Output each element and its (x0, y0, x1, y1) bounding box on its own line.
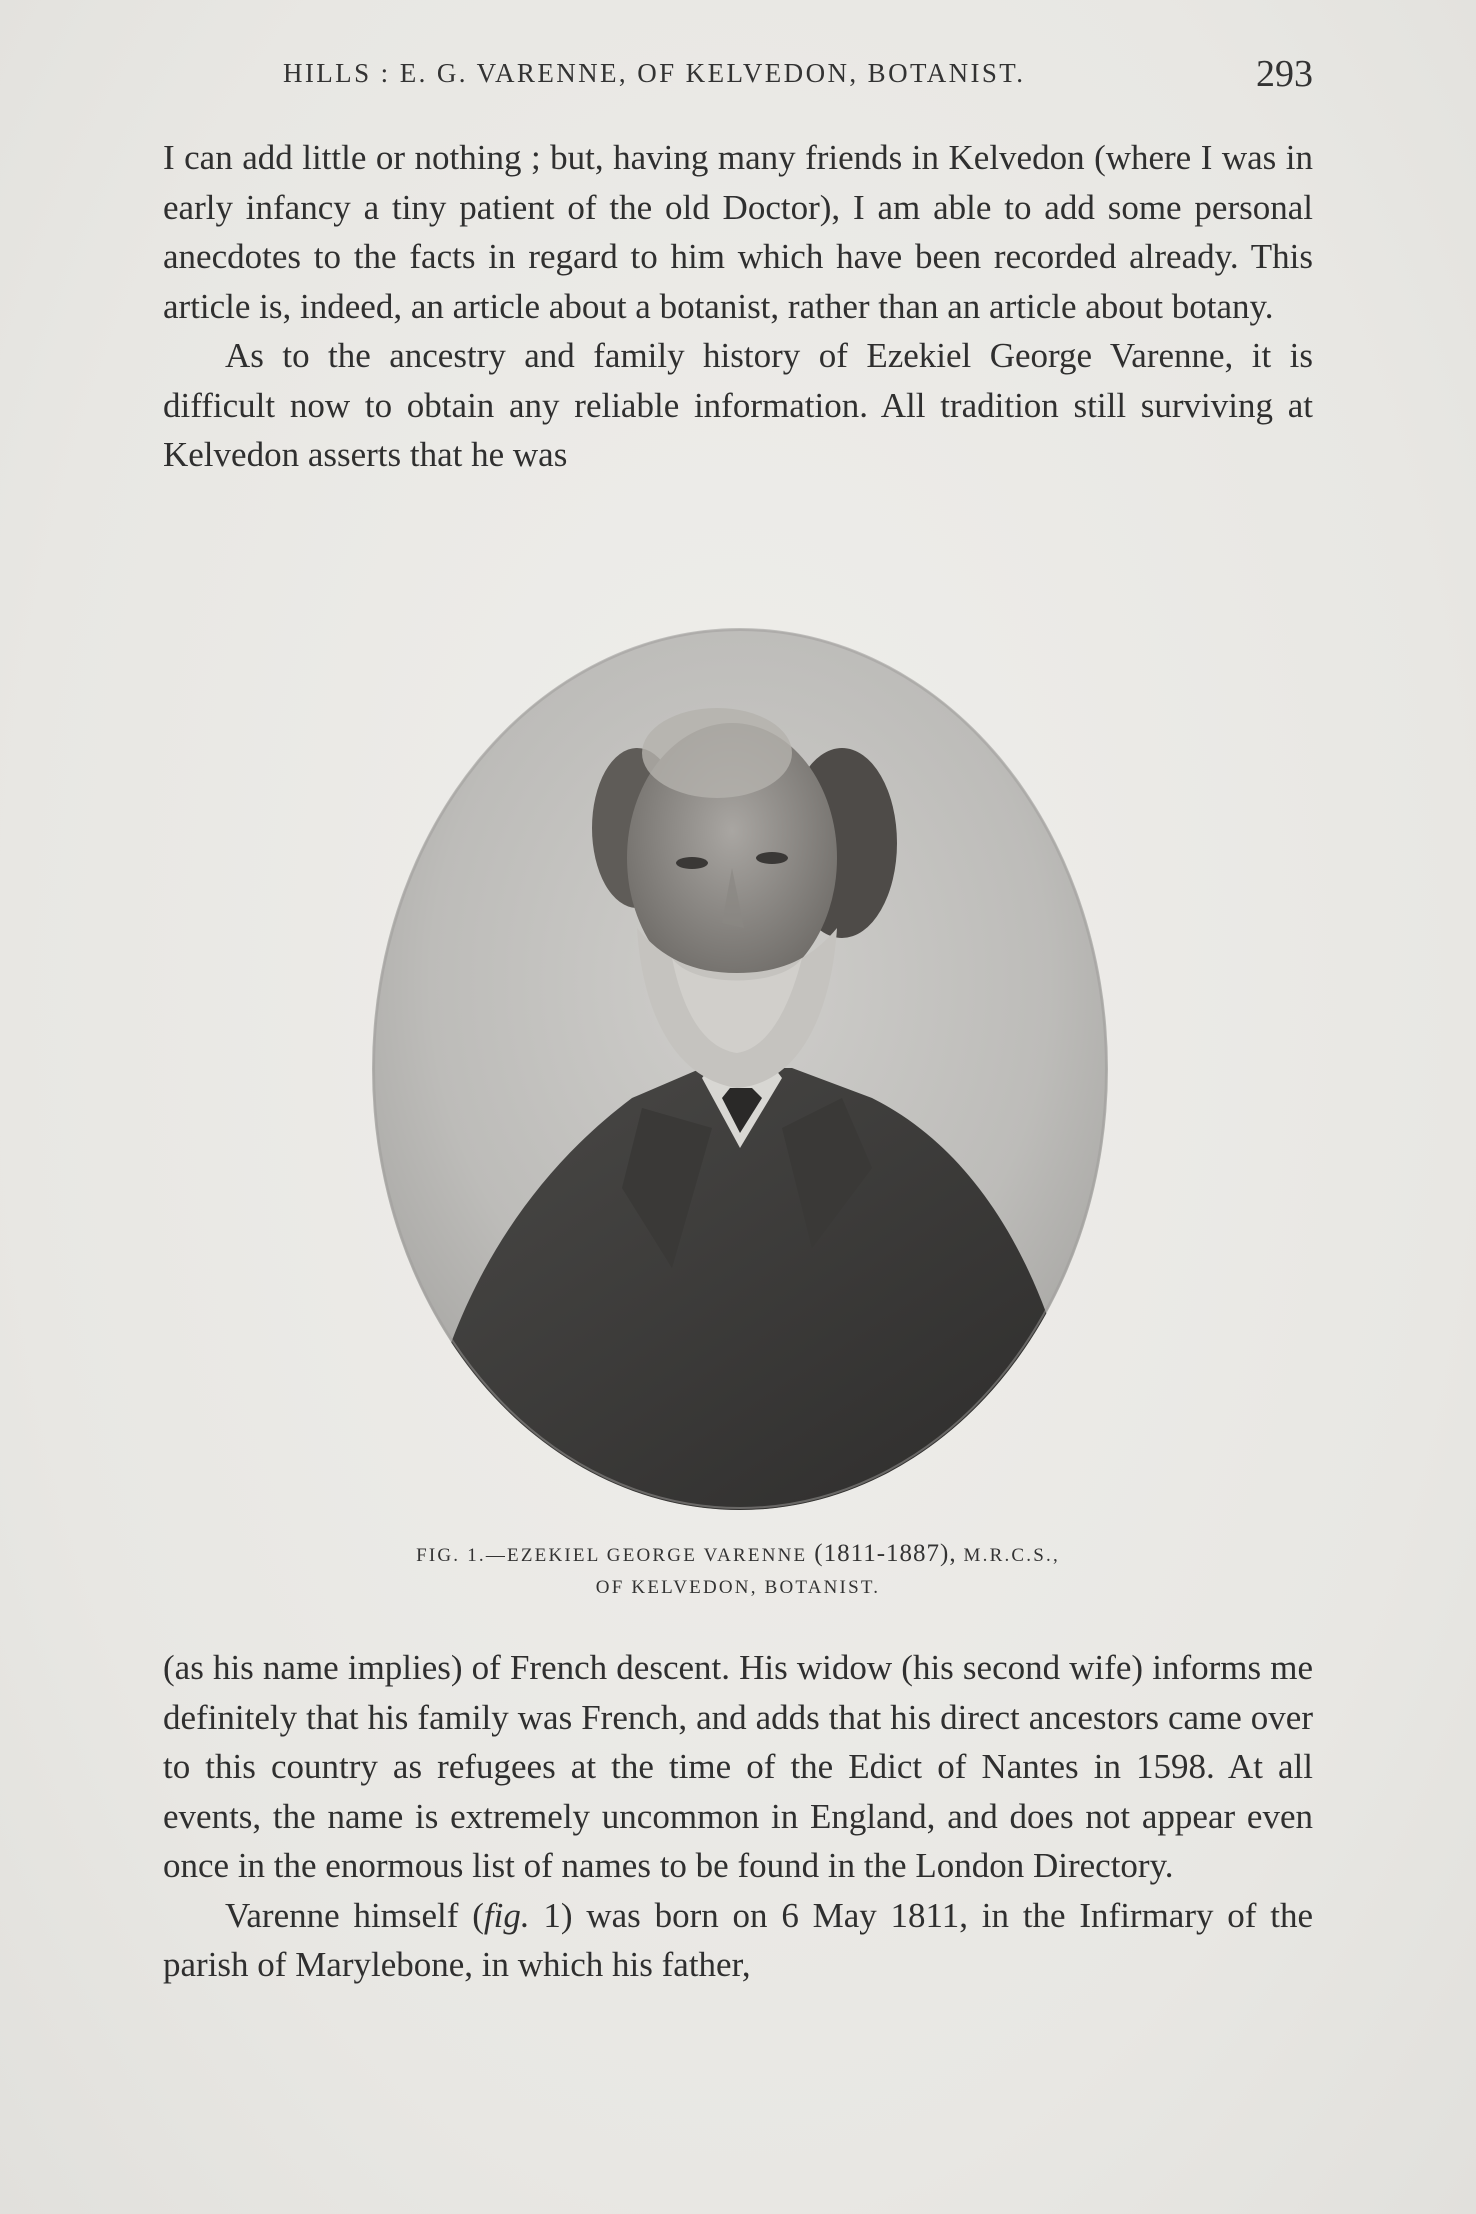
paragraph-4-start: Varenne himself ( (225, 1895, 484, 1935)
running-title: HILLS : E. G. VARENNE, OF KELVEDON, BOTANIST. (283, 58, 1026, 88)
paragraph-4-rest: 1) was born on 6 May 1811, in the Infirmary of the parish of Marylebone, in which his father, (163, 1895, 1313, 1984)
paragraph-1: I can add little or nothing ; but, having many friends in Kelvedon (where I was in early infancy a tiny patient of the old Doctor), I am able to add some personal anecdotes to the facts in regard to him which have been recorded already. This article is, indeed, an article about a botanist, rather than an article about botany. (163, 138, 1313, 326)
caption-suffix: M.R.C.S., (956, 1545, 1060, 1566)
portrait-figure (372, 628, 1108, 1510)
paragraph-3: (as his name implies) of French descent. His widow (his second wife) informs me definitely that his family was French, and adds that his direct ancestors came over to this country as refugees at the time of the Edict of Nantes in 1598. At all events, the name is extremely uncommon in England, and does not appear even once in the enormous list of names to be found in the London Directory. (163, 1648, 1313, 1885)
fig-reference: fig. (483, 1895, 530, 1935)
body-text-top (163, 133, 1313, 480)
figure-caption-line-1 (163, 1540, 1313, 1568)
body-text-bottom (163, 1643, 1313, 1990)
running-head (283, 52, 1313, 102)
paragraph-2: As to the ancestry and family history of Ezekiel George Varenne, it is difficult now to obtain any reliable information. All tradition still surviving at Kelvedon asserts that he was (163, 336, 1313, 474)
paragraph-4 (163, 1891, 1313, 1990)
portrait-photograph (372, 628, 1108, 1510)
figure-caption-line-2: OF KELVEDON, BOTANIST. (595, 1577, 881, 1598)
caption-dates: (1811-1887), (814, 1540, 957, 1567)
page-number: 293 (1256, 53, 1313, 95)
caption-prefix: FIG. 1.—EZEKIEL GEORGE VARENNE (416, 1545, 815, 1566)
